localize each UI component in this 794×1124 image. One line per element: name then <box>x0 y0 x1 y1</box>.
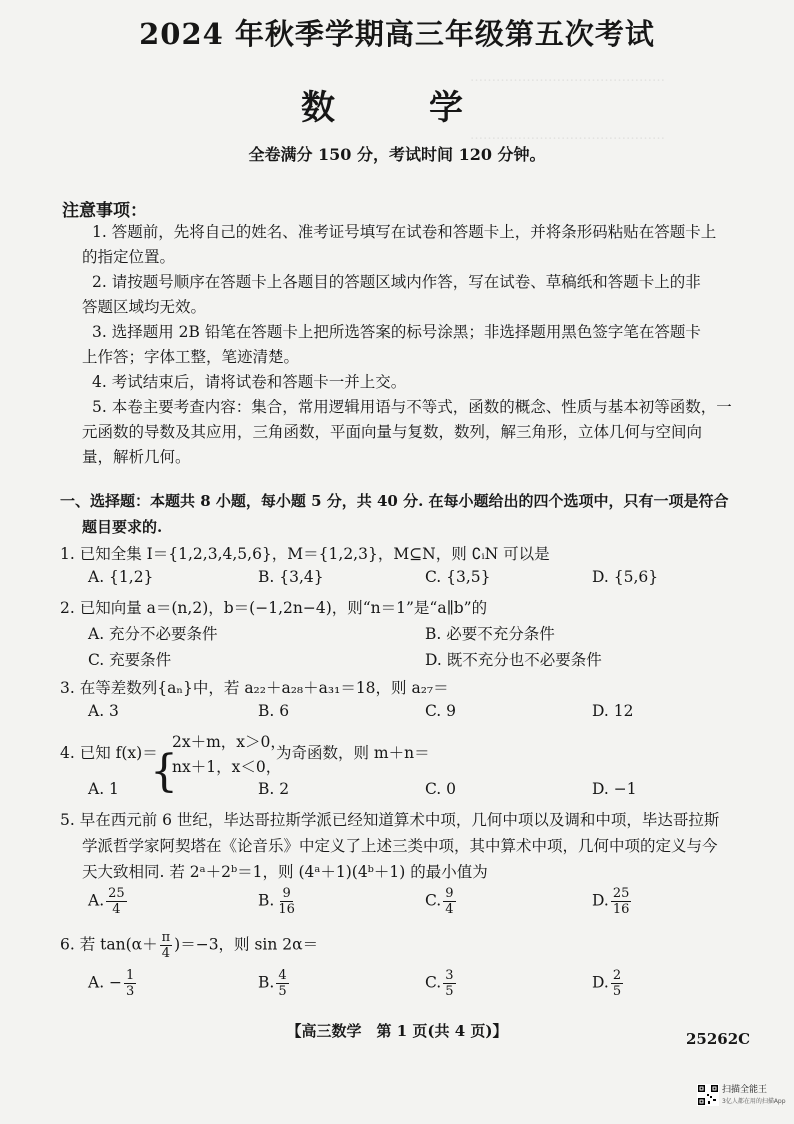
question-4-stem-suffix: 为奇函数，则 m＋n＝ <box>276 744 430 762</box>
question-4-stem-prefix: 4. 已知 f(x)＝ <box>60 744 158 762</box>
q1-option-d: D. {5,6} <box>592 568 659 586</box>
question-6-stem: 6. 若 tan(α＋ $\frac{\pi}{4}$ )＝−3，则 sin 2α＝ <box>60 930 319 961</box>
notes-line: 元函数的导数及其应用，三角函数，平面向量与复数，数列，解三角形，立体几何与空间向 <box>82 423 703 441</box>
q1-option-a: A. {1,2} <box>88 568 154 586</box>
notes-line: 量，解析几何。 <box>82 448 191 466</box>
q6-option-c: C. $\frac{3}{5}$ <box>425 968 454 999</box>
qr-code-icon <box>697 1084 719 1106</box>
q1-option-b: B. {3,4} <box>258 568 324 586</box>
q5-option-b: B. $\frac{9}{16}$ <box>258 886 295 917</box>
notes-line: 上作答；字体工整，笔迹清楚。 <box>82 348 300 366</box>
piecewise-brace: { <box>150 746 178 797</box>
exam-code: 25262C <box>686 1030 751 1048</box>
exam-title: 2024 年秋季学期高三年级第五次考试 <box>139 17 655 51</box>
scanner-watermark-sub: 3亿人都在用的扫描App <box>722 1098 786 1105</box>
q6-option-a: A. − $\frac{1}{3}$ <box>88 968 135 999</box>
page-footer: 【高三数学 第 1 页(共 4 页)】 <box>286 1022 508 1040</box>
section-heading-cont: 题目要求的. <box>82 518 163 536</box>
section-heading: 一、选择题：本题共 8 小题，每小题 5 分，共 40 分. 在每小题给出的四个选项中，只有一项是符合 <box>60 492 729 510</box>
notes-line: 2. 请按题号顺序在答题卡上各题目的答题区域内作答，写在试卷、草稿纸和答题卡上的非 <box>92 273 701 291</box>
q4-option-c: C. 0 <box>425 780 457 798</box>
bleed-through: ……………………………………… <box>470 70 665 85</box>
question-5-line: 学派哲学家阿契塔在《论音乐》中定义了上述三类中项，其中算术中项，几何中项的定义与今 <box>82 837 718 855</box>
piecewise-case-2: nx＋1，x＜0， <box>172 758 282 776</box>
question-5-line: 天大致相同. 若 2ᵃ＋2ᵇ＝1，则 (4ᵃ＋1)(4ᵇ＋1) 的最小值为 <box>82 863 488 881</box>
q3-option-b: B. 6 <box>258 702 290 720</box>
question-1-stem: 1. 已知全集 I＝{1,2,3,4,5,6}，M＝{1,2,3}，M⊆N，则 ∁ᵢN 可以是 <box>60 545 550 563</box>
question-2-stem: 2. 已知向量 a＝(n,2)，b＝(−1,2n−4)，则“n＝1”是“a∥b”的 <box>60 599 488 617</box>
subject-title: 数 学 <box>301 88 493 128</box>
q6-option-b: B. $\frac{4}{5}$ <box>258 968 287 999</box>
notes-heading: 注意事项： <box>62 201 147 221</box>
q3-option-d: D. 12 <box>592 702 634 720</box>
scanner-watermark: 扫描全能王 <box>722 1085 768 1095</box>
q3-option-c: C. 9 <box>425 702 457 720</box>
q4-option-b: B. 2 <box>258 780 290 798</box>
q2-option-c: C. 充要条件 <box>88 651 172 669</box>
q4-option-d: D. −1 <box>592 780 637 798</box>
notes-line: 3. 选择题用 2B 铅笔在答题卡上把所选答案的标号涂黑；非选择题用黑色签字笔在答题卡 <box>92 323 701 341</box>
q2-option-d: D. 既不充分也不必要条件 <box>425 651 602 669</box>
q2-option-a: A. 充分不必要条件 <box>88 625 218 643</box>
bleed-through: ……………………………………… <box>470 128 665 143</box>
q3-option-a: A. 3 <box>88 702 119 720</box>
exam-info: 全卷满分 150 分，考试时间 120 分钟。 <box>248 145 546 164</box>
q4-option-a: A. 1 <box>88 780 119 798</box>
notes-line: 5. 本卷主要考查内容：集合，常用逻辑用语与不等式，函数的概念、性质与基本初等函数，一 <box>92 398 732 416</box>
q2-option-b: B. 必要不充分条件 <box>425 625 555 643</box>
q5-option-d: D. $\frac{25}{16}$ <box>592 886 630 917</box>
question-5-line: 5. 早在西元前 6 世纪，毕达哥拉斯学派已经知道算术中项，几何中项以及调和中项，毕达哥拉斯 <box>60 811 720 829</box>
notes-line: 1. 答题前，先将自己的姓名、准考证号填写在试卷和答题卡上，并将条形码粘贴在答题卡上 <box>92 223 717 241</box>
q6-option-d: D. $\frac{2}{5}$ <box>592 968 622 999</box>
q5-option-c: C. $\frac{9}{4}$ <box>425 886 454 917</box>
notes-line: 的指定位置。 <box>82 248 176 266</box>
notes-line: 4. 考试结束后，请将试卷和答题卡一并上交。 <box>92 373 407 391</box>
notes-line: 答题区域均无效。 <box>82 298 207 316</box>
q5-option-a: A. $\frac{25}{4}$ <box>88 886 125 917</box>
question-3-stem: 3. 在等差数列{aₙ}中，若 a₂₂＋a₂₈＋a₃₁＝18，则 a₂₇＝ <box>60 679 449 697</box>
q1-option-c: C. {3,5} <box>425 568 491 586</box>
piecewise-case-1: 2x＋m，x＞0， <box>172 733 286 751</box>
